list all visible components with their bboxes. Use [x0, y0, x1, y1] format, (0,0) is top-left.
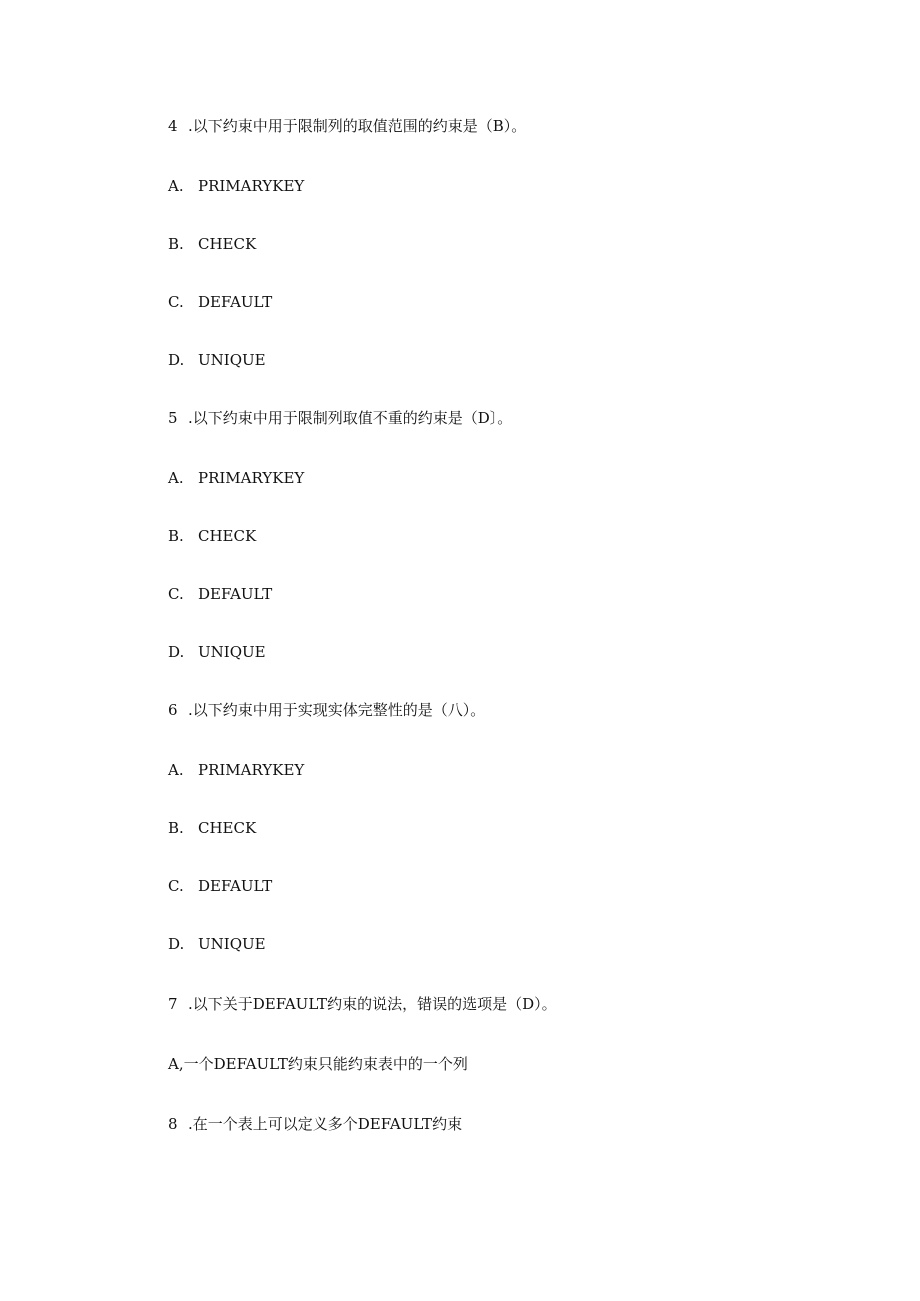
option-text: DEFAULT	[198, 877, 273, 895]
option-letter: C.	[168, 877, 184, 895]
option-text: PRIMARYKEY	[198, 469, 305, 487]
q4-option-a	[168, 176, 304, 196]
option-text: DEFAULT	[198, 293, 273, 311]
option-letter: B.	[168, 819, 184, 837]
question-text: .在一个表上可以定义多个DEFAULT约束	[188, 1115, 463, 1133]
q4-option-c	[168, 292, 272, 312]
option-text: CHECK	[198, 819, 257, 837]
option-letter: B.	[168, 235, 184, 253]
option-text: CHECK	[198, 527, 257, 545]
q6-option-a	[168, 760, 304, 780]
option-letter: B.	[168, 527, 184, 545]
question-text: .以下约束中用于限制列的取值范围的约束是（B）。	[188, 117, 527, 135]
option-text: UNIQUE	[198, 935, 266, 953]
option-letter: C.	[168, 585, 184, 603]
q5-option-d	[168, 642, 266, 662]
option-letter: D.	[168, 351, 185, 369]
question-6	[168, 700, 485, 720]
option-text: A,一个DEFAULT约束只能约束表中的一个列	[168, 1055, 468, 1073]
q4-option-b	[168, 234, 256, 254]
option-text: CHECK	[198, 235, 257, 253]
question-text: .以下约束中用于限制列取值不重的约束是（D〕。	[188, 409, 513, 427]
option-text: PRIMARYKEY	[198, 761, 305, 779]
q4-option-d	[168, 350, 266, 370]
q6-option-d	[168, 934, 266, 954]
q5-option-b	[168, 526, 256, 546]
question-text: .以下关于DEFAULT约束的说法，错误的选项是（D）。	[188, 995, 557, 1013]
q7-option-a	[168, 1054, 468, 1074]
question-number: 4	[168, 117, 178, 135]
question-8	[168, 1114, 462, 1134]
option-letter: C.	[168, 293, 184, 311]
option-text: UNIQUE	[198, 643, 266, 661]
option-text: PRIMARYKEY	[198, 177, 305, 195]
question-number: 7	[168, 995, 178, 1013]
option-letter: A.	[168, 177, 184, 195]
option-text: DEFAULT	[198, 585, 273, 603]
option-letter: D.	[168, 935, 185, 953]
question-number: 5	[168, 409, 178, 427]
option-letter: D.	[168, 643, 185, 661]
option-text: UNIQUE	[198, 351, 266, 369]
option-letter: A.	[168, 469, 184, 487]
q6-option-b	[168, 818, 256, 838]
question-7	[168, 994, 557, 1014]
q5-option-a	[168, 468, 304, 488]
question-4	[168, 116, 526, 136]
question-number: 8	[168, 1115, 178, 1133]
question-number: 6	[168, 701, 178, 719]
question-text: .以下约束中用于实现实体完整性的是（八）。	[188, 701, 486, 719]
option-letter: A.	[168, 761, 184, 779]
q5-option-c	[168, 584, 272, 604]
question-5	[168, 408, 512, 428]
q6-option-c	[168, 876, 272, 896]
